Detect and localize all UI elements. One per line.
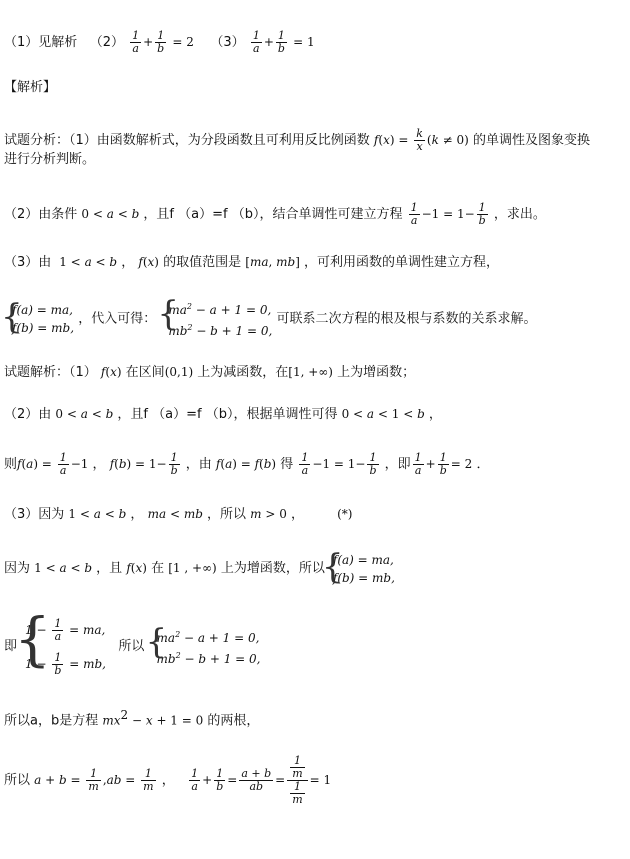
answer-line: （1）见解析 （2） $\frac{1}{a}$ + $\frac{1}{b}$ = 2 （3） $\frac{1}{a}$ + $\frac{1}{b}$ = 1 bbox=[4, 29, 315, 55]
analysis-heading: 【解析】 bbox=[4, 80, 57, 95]
solution-line-5: 因为 1 < a < b ，且 f(x) 在 [1 , +∞) 上为增函数，所以 { f(a) = ma, f(b) = mb, bbox=[4, 548, 395, 589]
solution-text: 所以 bbox=[118, 639, 145, 654]
overview-text: 可联系二次方程的根及根与系数的关系求解。 bbox=[276, 311, 537, 327]
answer-part2-eq: = 2 bbox=[172, 35, 194, 49]
solution-text: ， bbox=[428, 407, 442, 422]
solution-text: 在区间 bbox=[125, 365, 165, 380]
overview-text: 的取值范围是 bbox=[163, 255, 242, 270]
solution-text: 得 bbox=[280, 457, 294, 472]
solution-line-6 bbox=[4, 612, 261, 682]
answer-part2-label: （2） bbox=[89, 35, 124, 50]
star-marker: (*) bbox=[337, 507, 353, 521]
solution-text: 即 bbox=[4, 639, 18, 654]
solution-line-2: （2）由 0 < a < b ，且f （a）=f （b），根据单调性可得 0 < a < 1 < b ， bbox=[4, 407, 442, 422]
fraction-1-over-b: $\frac{1}{b}$ bbox=[277, 29, 285, 55]
solution-text: ， bbox=[92, 457, 106, 472]
overview-line-1: 试题分析：（1）由函数解析式，为分段函数且可利用反比例函数 f(x) = $\frac{k}{x}$ (k ≠ 0) 的单调性及图象变换 bbox=[4, 127, 591, 153]
equation-system: { f(a) = ma, f(b) = mb, bbox=[4, 301, 74, 337]
solution-line-3: 则f(a) = $\frac{1}{a}$ −1 ， f(b) = 1− $\frac{1}{b}$ ，由 f(a) = f(b) 得 $\frac{1}{a}$ −1 = 1− $\frac{1}{b}$ ，即 $\frac{1}{a}$ + $\frac{1}{b}$ = 2 ． bbox=[4, 451, 490, 477]
overview-line-5 bbox=[4, 298, 536, 340]
equation-system: { f(a) = ma, f(b) = mb, bbox=[325, 551, 395, 587]
overview-text: ，可利用函数的单调性建立方程， bbox=[304, 255, 500, 270]
solution-text: 所以 bbox=[4, 773, 31, 788]
solution-text: （2）由 bbox=[4, 407, 52, 422]
solution-text: 因为 bbox=[4, 561, 31, 576]
equation-system: { 1 − $\frac{1}{a}$ = ma, 1 − $\frac{1}{b}$ = mb, bbox=[17, 613, 106, 681]
solution-line-7: 所以a，b是方程 $mx^2 - x + 1 = 0$ 的两根， bbox=[4, 708, 260, 729]
solution-line-4: （3）因为 1 < a < b ， ma < mb ，所以 m > 0 ， (*) bbox=[4, 507, 353, 522]
answer-part1: （1）见解析 bbox=[4, 35, 78, 50]
solution-text: 所以a，b是方程 bbox=[4, 713, 99, 729]
solution-text: 试题解析：（1） bbox=[4, 365, 97, 380]
solution-text: （3）因为 bbox=[4, 507, 65, 522]
solution-text: 上为增函数； bbox=[337, 365, 416, 380]
solution-line-1: 试题解析：（1） f(x) 在区间(0,1) 上为减函数，在[1, +∞) 上为增函数； bbox=[4, 365, 416, 380]
equation-system: { $ma^2 - a + 1 = 0$, $mb^2 - b + 1 = 0$, bbox=[149, 626, 261, 668]
solution-text: ． bbox=[476, 457, 490, 472]
solution-text: ，由 bbox=[185, 457, 212, 472]
overview-text: 试题分析：（1）由函数解析式，为分段函数且可利用反比例函数 bbox=[4, 133, 370, 148]
solution-text: 则 bbox=[4, 457, 18, 472]
fraction-k-over-x: $\frac{k}{x}$ bbox=[416, 127, 423, 153]
overview-text: 的单调性及图象变换 bbox=[473, 133, 591, 148]
answer-part3-eq: = 1 bbox=[293, 35, 315, 49]
overview-text: ，求出。 bbox=[493, 207, 546, 222]
fraction-1-over-b: $\frac{1}{b}$ bbox=[157, 29, 165, 55]
solution-text: ，所以 bbox=[207, 507, 247, 522]
solution-text: ，且 bbox=[96, 561, 123, 576]
compound-fraction: $\frac{\frac{1}{m}}{\frac{1}{m}}$ bbox=[287, 755, 307, 806]
overview-line-3: （2）由条件 0 < a < b ，且f （a）=f （b），结合单调性可建立方程 $\frac{1}{a}$ −1 = 1− $\frac{1}{b}$ ，求出。 bbox=[4, 201, 546, 227]
overview-text: （3）由 bbox=[4, 255, 52, 270]
solution-text: 上为减函数，在 bbox=[197, 365, 289, 380]
overview-line-4: （3）由 1 < a < b ， f(x) 的取值范围是 [ma, mb] ，可利用函数的单调性建立方程， bbox=[4, 255, 500, 270]
overview-line-2: 进行分析判断。 bbox=[4, 152, 96, 167]
overview-text: （2）由条件 bbox=[4, 207, 78, 222]
solution-text: 在 bbox=[151, 561, 165, 576]
fraction-1-over-a: $\frac{1}{a}$ bbox=[132, 29, 140, 55]
solution-text: ， bbox=[291, 507, 305, 522]
overview-text: ，且f （a）=f （b），结合单调性可建立方程 bbox=[143, 207, 403, 222]
solution-text: ， bbox=[130, 507, 144, 522]
solution-text: ， bbox=[161, 773, 175, 788]
solution-text: 的两根， bbox=[207, 713, 260, 729]
solution-text: ，且f （a）=f （b），根据单调性可得 bbox=[117, 407, 338, 422]
answer-part3-label: （3） bbox=[210, 35, 245, 50]
overview-text: ，代入可得： bbox=[78, 311, 157, 327]
solution-text: 上为增函数，所以 bbox=[220, 561, 325, 576]
solution-text: ，即 bbox=[384, 457, 411, 472]
equation-system: { $ma^2 - a + 1 = 0$, $mb^2 - b + 1 = 0$, bbox=[160, 298, 272, 340]
fraction-1-over-a: $\frac{1}{a}$ bbox=[252, 29, 260, 55]
solution-line-8: 所以 a + b = $\frac{1}{m}$ ,ab = $\frac{1}{m}$ ， $\frac{1}{a}$ + $\frac{1}{b}$ = $\frac{a + b}{ab}$ = $\frac{\frac{1}{m}}{\frac{1}{m}}$ = 1 bbox=[4, 754, 332, 806]
